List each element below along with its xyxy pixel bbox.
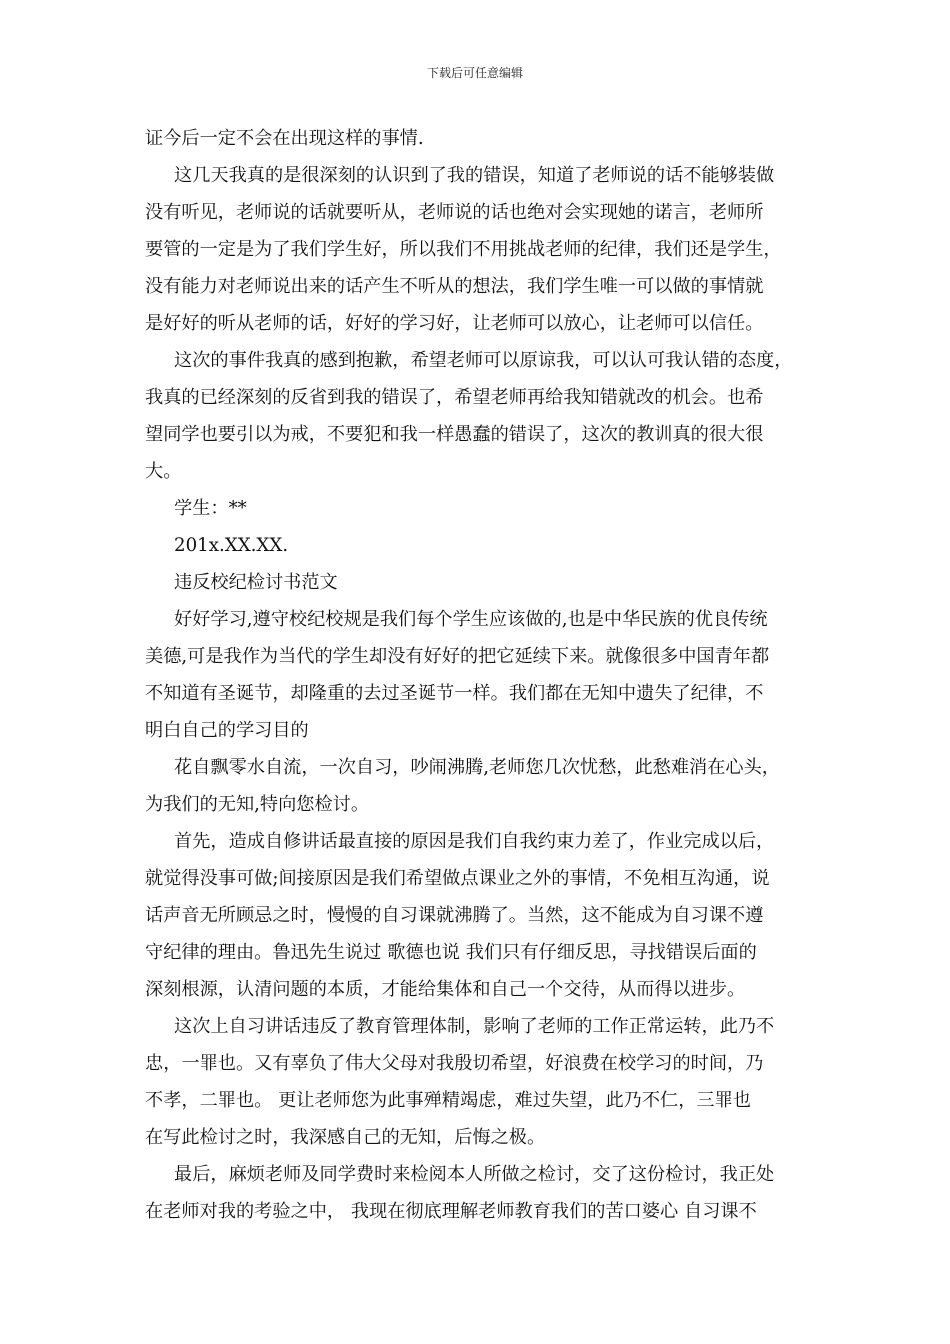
text-line: 忠，一罪也。又有辜负了伟大父母对我殷切希望，好浪费在校学习的时间，乃 bbox=[145, 1053, 764, 1074]
document-body bbox=[145, 120, 810, 1230]
text-line: 好好学习,遵守校纪校规是我们每个学生应该做的,也是中华民族的优良传统 bbox=[174, 609, 768, 630]
text-line: 我真的已经深刻的反省到我的错误了，希望老师再给我知错就改的机会。也希 bbox=[145, 387, 764, 408]
text-line: 在写此检讨之时，我深感自己的无知，后悔之极。 bbox=[145, 1127, 546, 1148]
text-line: 就觉得没事可做;间接原因是我们希望做点课业之外的事情，不免相互沟通，说 bbox=[145, 868, 770, 889]
text-line: 不知道有圣诞节，却隆重的去过圣诞节一样。我们都在无知中遗失了纪律，不 bbox=[145, 683, 764, 704]
text-line: 守纪律的理由。鲁迅先生说过 歌德也说 我们只有仔细反思，寻找错误后面的 bbox=[145, 942, 757, 963]
text-line: 不孝，二罪也。 更让老师您为此事殚精竭虑，难过失望，此乃不仁，三罪也 bbox=[145, 1090, 751, 1111]
text-line: 深刻根源，认清问题的本质，才能给集体和自己一个交待，从而得以进步。 bbox=[145, 979, 746, 1000]
text-line: 这几天我真的是很深刻的认识到了我的错误，知道了老师说的话不能够装做 bbox=[174, 165, 775, 186]
text-line: 望同学也要引以为戒，不要犯和我一样愚蠢的错误了，这次的教训真的很大很 bbox=[145, 424, 764, 445]
text-line: 证今后一定不会在出现这样的事情. bbox=[145, 128, 424, 149]
text-line: 首先，造成自修讲话最直接的原因是我们自我约束力差了，作业完成以后， bbox=[174, 831, 775, 852]
text-line: 这次的事件我真的感到抱歉，希望老师可以原谅我，可以认可我认错的态度， bbox=[174, 350, 793, 371]
text-line: 最后，麻烦老师及同学费时来检阅本人所做之检讨，交了这份检讨，我正处 bbox=[174, 1164, 775, 1185]
page-header: 下载后可任意编辑 bbox=[426, 66, 523, 80]
text-line: 话声音无所顾忌之时，慢慢的自习课就沸腾了。当然，这不能成为自习课不遵 bbox=[145, 905, 764, 926]
text-line: 花自飘零水自流，一次自习，吵闹沸腾,老师您几次忧愁，此愁难消在心头， bbox=[174, 757, 780, 778]
text-line: 违反校纪检讨书范文 bbox=[174, 572, 338, 593]
text-line: 没有能力对老师说出来的话产生不听从的想法，我们学生唯一可以做的事情就 bbox=[145, 276, 764, 297]
text-line: 为我们的无知,特向您检讨。 bbox=[145, 794, 370, 815]
text-line: 在老师对我的考验之中， 我现在彻底理解老师教育我们的苦口婆心 自习课不 bbox=[145, 1201, 757, 1222]
text-line: 美德,可是我作为当代的学生却没有好好的把它延续下来。就像很多中国青年都 bbox=[145, 646, 770, 667]
text-line: 明白自己的学习目的 bbox=[145, 720, 309, 741]
text-line: 要管的一定是为了我们学生好，所以我们不用挑战老师的纪律，我们还是学生， bbox=[145, 239, 782, 260]
text-line: 大。 bbox=[145, 461, 182, 482]
text-line: 是好好的听从老师的话，好好的学习好，让老师可以放心，让老师可以信任。 bbox=[145, 313, 764, 334]
text-line: 没有听见，老师说的话就要听从，老师说的话也绝对会实现她的诺言，老师所 bbox=[145, 202, 764, 223]
text-line: 201x.XX.XX. bbox=[174, 535, 289, 556]
text-line: 这次上自习讲话违反了教育管理体制，影响了老师的工作正常运转，此乃不 bbox=[174, 1016, 775, 1037]
text-line: 学生：** bbox=[174, 498, 247, 519]
